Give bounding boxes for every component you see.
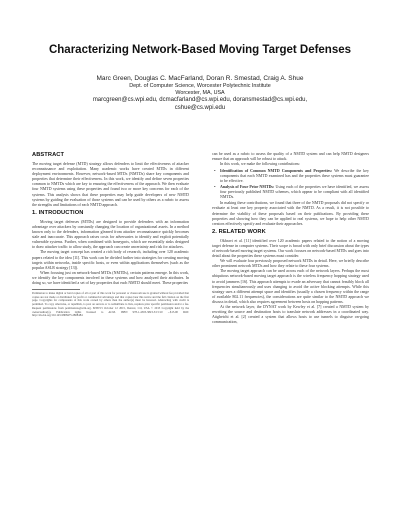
introduction-paragraph-1: Moving target defenses (MTDs) are designed to provide defenders with an information advantage over attackers by constantly changing the location of organizational assets. In a method known only to the defenders, information gleaned from attacker reconnaissance quickly becomes stale and inaccurate. This approach raises costs for adversaries to identify and exploit potentially vulnerable systems. Further, when combined with honeypots, which are essentially sinks designed to draw attacker traffic to allow study, the approach can create uncertainty and risk for attackers. xyxy=(32,218,189,250)
author-emails-line1: marcgreen@cs.wpi.edu, dcmacfarland@cs.wpi.edu, doransmestad@cs.wpi.edu, xyxy=(92,97,308,103)
introduction-paragraph-2: The moving target concept has created a rich body of research, including over 120 academic papers related to the idea [11]. This work can be divided further into strategies for creating moving targets within networks, inside specific hosts, or even within applications themselves (such as the popular ASLR strategy [13]). xyxy=(32,249,189,270)
contribution-text: We describe the key components that each NMTD examined has and the properties these systems must guarantee to be effective. xyxy=(220,167,369,183)
abstract-heading: ABSTRACT xyxy=(32,152,65,158)
copyright-fine-print: Permission to make digital or hard copies of all or part of this work for personal or classroom use is granted without fee provided that copies are not made or distributed for profit or commercial advantage and that copies bear this notice and the full citation on the first page. Copyrights for components of this work owned by others than the author(s) must be honored. Abstracting with credit is permitted. To copy otherwise, or republish, to post on servers or to redistribute to lists, requires prior specific permission and/or a fee. Request permissions from permissions@acm.org. MTD'15 October 12 2015, Denver, CO, USA © 2015 Copyright held by the owner/author(s). Publication rights licensed to ACM. ISBN 978-1-4503-3823-3/15/10 ...$15.00 DOI: http://dx.doi.org/10.1145/2808475.2808484 xyxy=(32,291,189,318)
contribution-item xyxy=(220,168,369,183)
affiliation-department: Dept. of Computer Science, Worcester Polytechnic Institute xyxy=(129,83,271,89)
author-names: Marc Green, Douglas C. MacFarland, Doran R. Smestad, Craig A. Shue xyxy=(96,75,304,82)
right-column xyxy=(212,151,369,324)
contribution-title: Identification of Common NMTD Components and Properties: xyxy=(220,167,333,173)
author-emails-line2: cshue@cs.wpi.edu xyxy=(174,104,226,111)
author-block xyxy=(10,75,390,112)
paper-title: Characterizing Network-Based Moving Target Defenses xyxy=(48,44,352,56)
findings-paragraph: In making these contributions, we found that three of the NMTD proposals did not specify or evaluate at least one key property associated with the NMTD. As a result, it is not possible to determine the viability of these proposals based on their publications. By providing these properties and showing how they can be applied to real systems, we hope to help other NMTD creators effectively specify and evaluate their approaches. xyxy=(212,200,369,226)
contribution-text: Using each of the properties we have identified, we assess four previously published NMTD schemes, which appear to be compliant with all identified NMTDs. xyxy=(220,183,369,199)
introduction-paragraph-3: When focusing just on network-based MTDs (NMTDs), certain patterns emerge. In this work, we identify the key components involved in these systems and how analyzed their attributes. In doing so, we have identified a set of key properties that each NMTD should meet. These properties xyxy=(32,269,189,285)
related-work-heading: 2. RELATED WORK xyxy=(212,228,266,235)
abstract-text: The moving target defense (MTD) strategy allows defenders to limit the effectiveness of attacker reconnaissance and exploitation. Many academic works have created MTDs in different deployment environments. However, network-based MTDs (NMTDs) share key components and properties that determine their effectiveness. In this work, we identify and define seven properties common to NMTDs which are key to ensuring the effectiveness of the approach. We then evaluate four NMTD systems using these properties and found two or more key concerns for each of the systems. This analysis shows that these properties may help guide developers of new NMTD systems by guiding the evaluation of those systems and can be used by others as a rubric to assess the strengths and limitations of each NMTD approach. xyxy=(32,161,189,207)
footnote-divider xyxy=(32,289,80,290)
related-work-paragraph-4: At the network layer, the DYNAT work by Kewley et al. [7] created a NMTD system by rewriting the source and destination hosts to translate network addresses in a coordinated way. Atighetchi et al. [2] created a system that allows hosts to use tunnels to disguise on-going communication, xyxy=(212,304,369,325)
introduction-continued: can be used as a rubric to assess the quality of a NMTD system and can help NMTD designers ensure that an approach will be robust to attack. xyxy=(212,151,369,162)
related-work-paragraph-1: Okhravi et al. [11] identified over 120 academic papers related to the notion of a moving target defense in computer systems. Their scope is broad with only brief discussion about the types of network-based moving target systems. Our work focuses on network-based MTDs and goes into detail about the properties these systems must consider. xyxy=(212,237,369,259)
affiliation-location: Worcester, MA, USA xyxy=(175,90,225,96)
contribution-title: Analysis of Four Prior NMTDs: xyxy=(220,183,275,189)
contributions-intro: In this work, we make the following contributions: xyxy=(220,161,301,167)
introduction-heading: 1. INTRODUCTION xyxy=(32,209,84,216)
contributions-list xyxy=(212,168,369,199)
related-work-paragraph-2: We will evaluate four previously proposed network MTDs in detail. Here, we briefly describe other prominent network MTDs and how they relate to these four systems. xyxy=(212,258,369,269)
related-work-paragraph-3: The moving target approach can be used across each of the network layers. Perhaps the most ubiquitous network-based moving target approach is the wireless frequency hopping strategy used to avoid jammers [16]. This approach attempts to evade an adversary that cannot feasibly block all frequencies simultaneously and uses changing to avoid the active blocking attempts. While this strategy uses a different attempt space and identifies (usually a chosen frequency within the range of available 802.11 frequencies), the considerations are quite similar to the NMTD approach we discuss in detail, which also requires agreement between hosts on hopping patterns. xyxy=(212,268,369,304)
contribution-item xyxy=(220,184,369,199)
left-column xyxy=(32,152,189,318)
